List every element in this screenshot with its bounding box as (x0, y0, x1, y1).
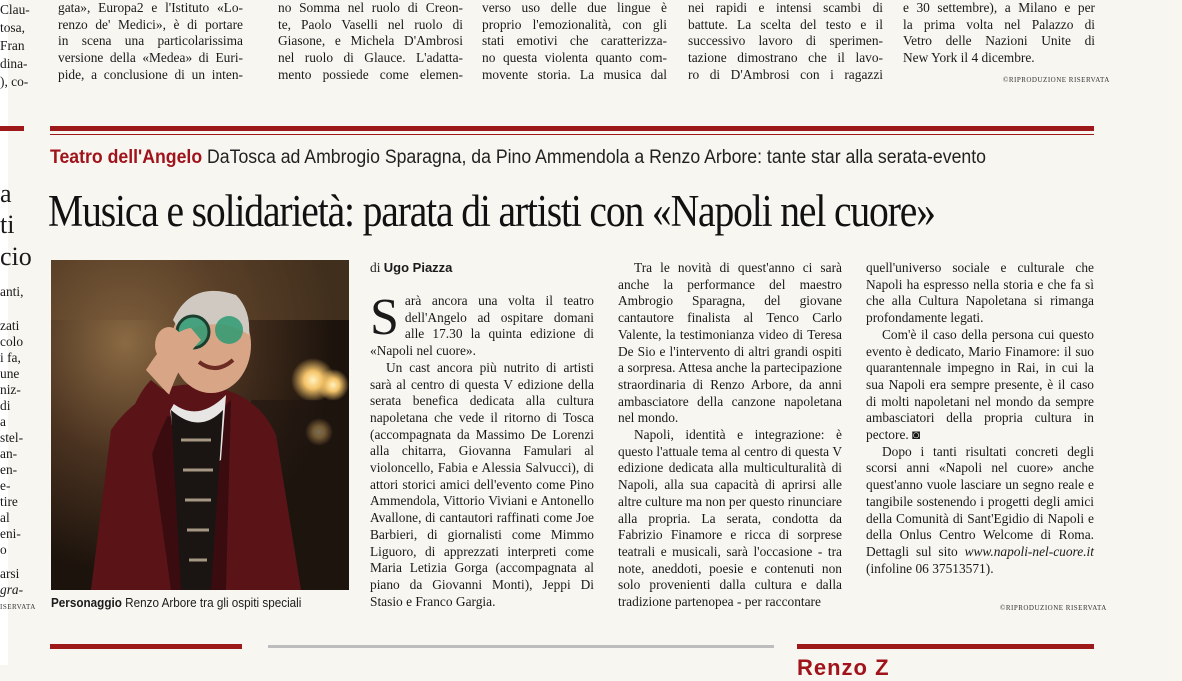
paragraph-text: Dopo i tanti risultati concreti degli scorsi anni «Napoli nel cuore» anche quest'anno vuole lasciare un segno reale e tangibile sostenendo i progetti degli amici della Comunità di Sant'Egidio di Napoli e della Onlus Centro Welcome di Roma. Dettagli sul sito (866, 443, 1094, 559)
text-line: battute. La scelta del testo e il (688, 16, 883, 32)
kicker-text: DaTosca ad Ambrogio Sparagna, da Pino Ammendola a Renzo Arbore: tante star alla serata-evento (207, 147, 986, 168)
article-paragraph: Un cast ancora più nutrito di artisti sarà al centro di questa V edizione della serata benefica dedicata alla cultura napoletana che vede il ritorno di Tosca (accompagnata da Massimo De Lorenzi alla chitarra, Giovanna Famulari al violoncello, Fabia e Alessia Salvucci), di attori storici amici dell'evento come Pino Ammendola, Vittorio Viviani e Antonello Avallone, di cantautori raffinati come Joe Barbieri, di giornalisti come Mimmo Liguoro, di apprezzati interpreti come Maria Letizia Gorga (accompagnata al piano da Giovanni Monti), Jeppi Di Stasio e Franco Gargia. (370, 359, 594, 609)
fragment-line: cio (0, 242, 32, 271)
article-paragraph (370, 289, 594, 360)
fragment-line: zati (0, 318, 20, 333)
fragment-line: al (0, 510, 10, 525)
paragraph-text: (infoline 06 37513571). (866, 560, 994, 576)
fragment-line: Clau- (0, 2, 30, 17)
fragment-line: di (0, 398, 11, 413)
fragment-line: stel- (0, 430, 24, 445)
fragment-line: tosa, (0, 20, 25, 35)
text-line: in scena una particolarissima (58, 33, 243, 49)
bottom-red-rule-2 (797, 644, 1094, 649)
top-article-column-3 (482, 0, 667, 84)
drop-cap: S (370, 289, 399, 346)
section-top-rule (50, 126, 1094, 131)
top-article-column-4 (688, 0, 883, 84)
top-reproduction-notice: ©RIPRODUZIONE RISERVATA (1003, 76, 1110, 84)
next-article-title-fragment: Renzo Z (797, 655, 890, 680)
text-line: la prima volta nel Palazzo di (903, 16, 1095, 32)
section-thin-rule (50, 134, 1094, 135)
fragment-line: a (0, 414, 6, 429)
fragment-line: niz- (0, 382, 21, 397)
text-line: Giasone, e Michela D'Ambrosi (278, 33, 463, 49)
text-line: nel ruolo di Glauce. L'adatta- (278, 50, 463, 66)
text-line: versione della «Medea» di Euri- (58, 50, 243, 66)
paragraph-text: arà ancora una volta il teatro dell'Angelo ad ospitare domani alle 17.30 la quinta edizione di «Napoli nel cuore». (370, 293, 594, 359)
article-paragraph: Tra le novità di quest'anno ci sarà anche la performance del maestro Ambrogio Sparagna, del giovane cantautore finalista al Tenco Carlo Valente, la testimonianza video di Teresa De Sio e l'intervento di altri grandi ospiti a sorpresa. Attesa anche la partecipazione straordinaria di Renzo Arbore, da anni ambasciatore della canzone napoletana nel mondo. (618, 260, 842, 426)
article-paragraph: Napoli, identità e integrazione: è questo l'attuale tema al centro di questa V edizione dedicata alla multiculturalità di Napoli, alla sua capacità di aprirsi alle altre culture ma non per questo rinunciare alla propria. La serata, condotta da Fabrizio Finamore e ricca di sorprese teatrali e musicali, sarà l'occasione - tra note, aneddoti, poesie e contenuti non solo provenienti dalla cultura e dalla tradizione partenopea - per raccontare (618, 427, 842, 610)
kicker-section: Teatro dell'Angelo (50, 147, 203, 168)
fragment-line: i fa, (0, 350, 21, 365)
text-line: stati emotivi che caratterizza- (482, 33, 667, 49)
left-red-rule (0, 126, 24, 131)
byline-author: Ugo Piazza (383, 260, 453, 275)
photo-caption (51, 595, 301, 610)
text-line: Vetro delle Nazioni Unite di (903, 33, 1095, 49)
fragment-line: a (0, 179, 12, 208)
text-line: e 30 settembre), a Milano e per (903, 0, 1095, 15)
article-photo (51, 260, 349, 590)
fragment-line: an- (0, 446, 18, 461)
fragment-line: arsi (0, 566, 20, 581)
byline (370, 260, 452, 276)
text-line: no questa violenta quanto com- (482, 50, 667, 66)
text-line: movente storia. La musica dal (482, 66, 667, 82)
article-paragraph: Com'è il caso della persona cui questo evento è dedicato, Mario Finamore: il suo quarantennale impegno in Rai, in cui la sua Napoli era sempre presente, è il caso di molti napoletani nel mondo da sempre ambasciatori della propria cultura in pectore. ◙ (866, 326, 1094, 443)
fragment-line: o (0, 542, 7, 557)
text-line: New York il 4 dicembre. (903, 50, 1035, 66)
text-line: successivo lavoro di sperimen- (688, 33, 883, 49)
byline-prefix: di (370, 260, 381, 275)
fragment-line: eni- (0, 526, 21, 541)
kicker (50, 147, 986, 169)
article-column-3 (866, 260, 1094, 577)
article-paragraph (866, 444, 1094, 578)
article-column-1 (370, 289, 594, 610)
text-line: no Somma nel ruolo di Creon- (278, 0, 463, 15)
left-reproduction-notice: ISERVATA (0, 603, 36, 611)
bottom-red-rule-1 (50, 644, 242, 649)
top-article-column-5 (903, 0, 1095, 67)
text-line: renzo de' Medici», è di portare (58, 16, 243, 32)
text-line: proprio l'emozionalità, con gli (482, 16, 667, 32)
article-reproduction-notice: ©RIPRODUZIONE RISERVATA (1000, 604, 1107, 612)
fragment-line: dina- (0, 56, 28, 71)
text-line: pide, a conclusione di un inten- (58, 66, 243, 82)
text-line: te, Paolo Vaselli nel ruolo di (278, 16, 463, 32)
caption-label: Personaggio (51, 595, 122, 610)
fragment-line: gra- (0, 582, 24, 597)
fragment-line: anti, (0, 284, 24, 299)
text-line: ro di D'Ambrosi con i ragazzi (688, 66, 883, 82)
headline: Musica e solidarietà: parata di artisti con «Napoli nel cuore» (48, 186, 935, 236)
text-line: verso uso delle due lingue è (482, 0, 667, 15)
article-paragraph: quell'universo sociale e culturale che Napoli ha espresso nella storia e che fa sì che alla Cultura Napoletana si rimanga profondamente legati. (866, 260, 1094, 326)
text-line: gata», Europa2 e l'Istituto «Lo- (58, 0, 243, 15)
fragment-line: tire (0, 494, 18, 509)
fragment-line: en- (0, 462, 18, 477)
bottom-grey-rule (268, 645, 774, 648)
top-article-column-1 (58, 0, 243, 84)
fragment-line: colo (0, 334, 24, 349)
top-article-column-2 (278, 0, 463, 84)
renzo-arbore-photo (51, 260, 349, 590)
website-link[interactable]: www.napoli-nel-cuore.it (964, 543, 1094, 559)
article-column-2 (618, 260, 842, 611)
caption-text: Renzo Arbore tra gli ospiti speciali (125, 595, 302, 610)
fragment-line: ti (0, 210, 15, 239)
fragment-line: ), co- (0, 74, 29, 89)
text-line: tazione dimostrano che il lavo- (688, 50, 883, 66)
text-line: nei rapidi e intensi scambi di (688, 0, 883, 15)
fragment-line: Fran (0, 38, 25, 53)
left-column-fragment (0, 0, 40, 620)
fragment-line: une (0, 366, 20, 381)
fragment-line: e- (0, 478, 11, 493)
text-line: mento possiede come elemen- (278, 66, 463, 82)
